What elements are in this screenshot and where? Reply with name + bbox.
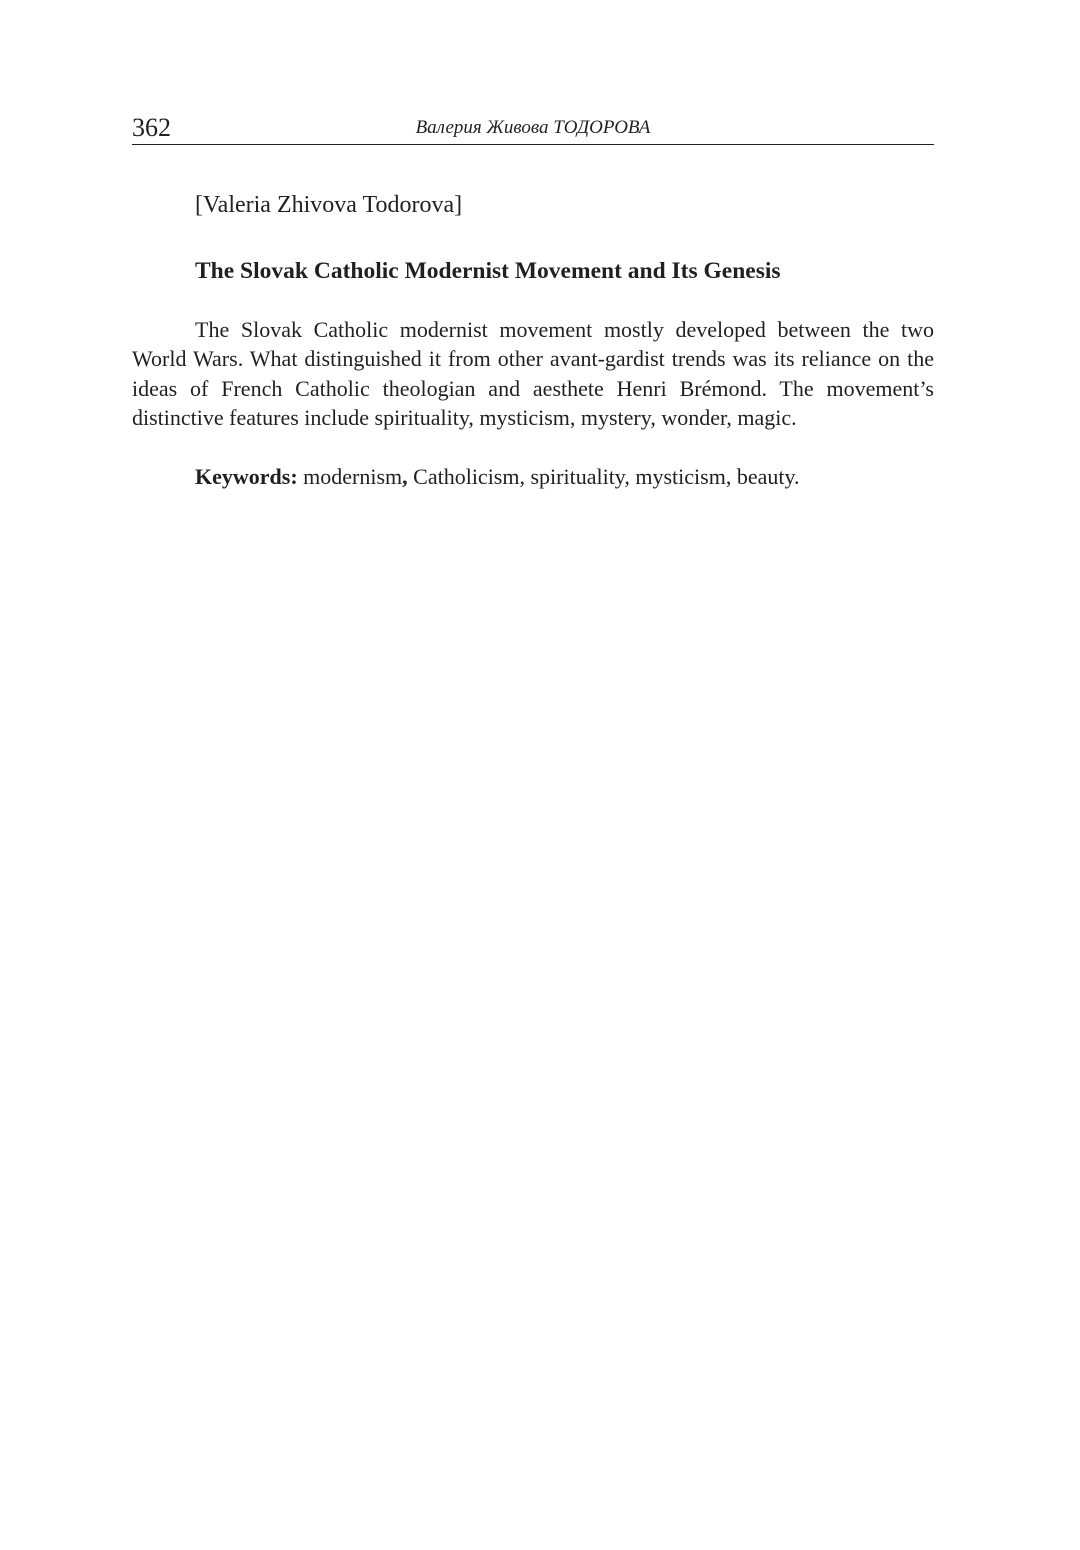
keywords-rest: Catholicism, spirituality, mysticism, beauty.	[407, 464, 800, 489]
keywords-label: Keywords:	[195, 464, 298, 489]
keyword-separator: ,	[402, 464, 408, 489]
keywords-line	[132, 462, 934, 491]
abstract-text: The Slovak Catholic modernist movement mostly developed between the two World Wars. What distinguished it from other avant-gardist trends was its reliance on the ideas of French Catholic theologian and aesthete Henri Brémond. The movement’s distinctive features include spirituality, mysticism, mystery, wonder, magic.	[132, 317, 934, 430]
page-number: 362	[132, 113, 171, 142]
running-head: Валерия Живова ТОДОРОВА	[415, 117, 651, 138]
author-name: [Valeria Zhivova Todorova]	[195, 192, 463, 218]
page-header	[132, 112, 934, 145]
article-title: The Slovak Catholic Modernist Movement and Its Genesis	[195, 258, 781, 284]
keyword-first: modernism	[297, 464, 403, 489]
